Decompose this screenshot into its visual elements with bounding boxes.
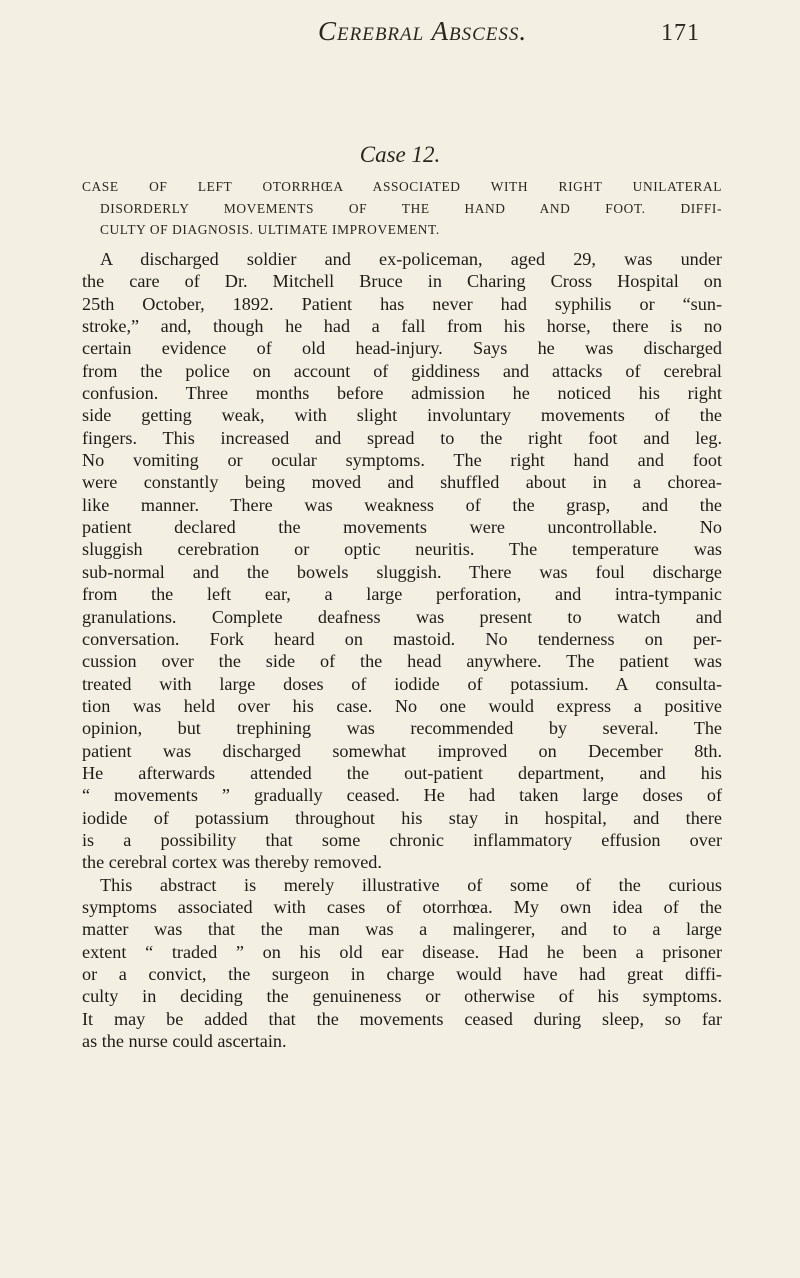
body-line: sub-normal and the bowels sluggish. There was foul discharge bbox=[82, 561, 722, 582]
body-line: This abstract is merely illustrative of some of the curious bbox=[100, 874, 722, 895]
body-line: or a convict, the surgeon in charge would have had great diffi- bbox=[82, 964, 722, 984]
body-line: treated with large doses of iodide of potassium. A consulta- bbox=[82, 673, 722, 694]
body-line: from the left ear, a large perforation, and intra-tympanic bbox=[82, 584, 722, 605]
body-line: symptoms associated with cases of otorrhœa. My own idea of the bbox=[82, 896, 722, 917]
body-line: is a possibility that some chronic inflammatory effusion over bbox=[82, 829, 722, 850]
body-line: granulations. Complete deafness was present to watch and bbox=[82, 606, 722, 627]
body-line: side getting weak, with slight involuntary movements of the bbox=[82, 405, 722, 426]
body-line: cussion over the side of the head anywhere. The patient was bbox=[82, 651, 722, 672]
body-line: the care of Dr. Mitchell Bruce in Charing Cross Hospital on bbox=[82, 271, 722, 292]
summary-line: CASE OF LEFT OTORRHŒA ASSOCIATED WITH RIGHT UNILATERAL bbox=[82, 179, 722, 194]
body-line: It may be added that the movements ceased during sleep, so far bbox=[82, 1008, 722, 1029]
body-line: patient was discharged somewhat improved on December 8th. bbox=[82, 740, 722, 761]
summary-line: DISORDERLY MOVEMENTS OF THE HAND AND FOOT. DIFFI- bbox=[100, 200, 722, 216]
body-line: tion was held over his case. No one would express a positive bbox=[82, 695, 722, 716]
body-line: confusion. Three months before admission he noticed his right bbox=[82, 383, 722, 404]
body-line: were constantly being moved and shuffled about in a chorea- bbox=[82, 472, 722, 493]
body-line: iodide of potassium throughout his stay in hospital, and there bbox=[82, 807, 722, 828]
running-head-title: Cerebral Abscess. bbox=[318, 16, 528, 46]
body-line: He afterwards attended the out-patient department, and his bbox=[82, 762, 722, 783]
page-number: 171 bbox=[661, 20, 700, 46]
body-line: extent “ traded ” on his old ear disease. Had he been a prisoner bbox=[82, 941, 722, 962]
body-line: the cerebral cortex was thereby removed. bbox=[82, 852, 382, 873]
body-line: patient declared the movements were uncontrollable. No bbox=[82, 517, 722, 538]
body-line: conversation. Fork heard on mastoid. No tenderness on per- bbox=[82, 628, 722, 649]
body-line: 25th October, 1892. Patient has never had syphilis or “sun- bbox=[82, 293, 722, 314]
summary-line: CULTY OF DIAGNOSIS. ULTIMATE IMPROVEMENT. bbox=[100, 222, 440, 237]
body-line: like manner. There was weakness of the grasp, and the bbox=[82, 494, 722, 515]
case-body-text bbox=[82, 248, 722, 1052]
body-line: certain evidence of old head-injury. Says he was discharged bbox=[82, 338, 722, 359]
body-line: as the nurse could ascertain. bbox=[82, 1031, 287, 1052]
body-line: opinion, but trephining was recommended by several. The bbox=[82, 718, 722, 739]
running-head bbox=[220, 16, 700, 56]
body-line: A discharged soldier and ex-policeman, aged 29, was under bbox=[100, 249, 722, 269]
case-summary bbox=[82, 176, 722, 241]
body-line: stroke,” and, though he had a fall from his horse, there is no bbox=[82, 316, 722, 337]
body-line: from the police on account of giddiness and attacks of cerebral bbox=[82, 360, 722, 381]
case-heading: Case 12. bbox=[359, 142, 441, 167]
body-line: “ movements ” gradually ceased. He had taken large doses of bbox=[82, 785, 722, 806]
body-line: fingers. This increased and spread to the right foot and leg. bbox=[82, 427, 722, 448]
body-line: No vomiting or ocular symptoms. The right hand and foot bbox=[82, 450, 722, 471]
body-line: culty in deciding the genuineness or otherwise of his symptoms. bbox=[82, 986, 722, 1007]
body-line: sluggish cerebration or optic neuritis. The temperature was bbox=[82, 539, 722, 560]
body-line: matter was that the man was a malingerer, and to a large bbox=[82, 919, 722, 940]
